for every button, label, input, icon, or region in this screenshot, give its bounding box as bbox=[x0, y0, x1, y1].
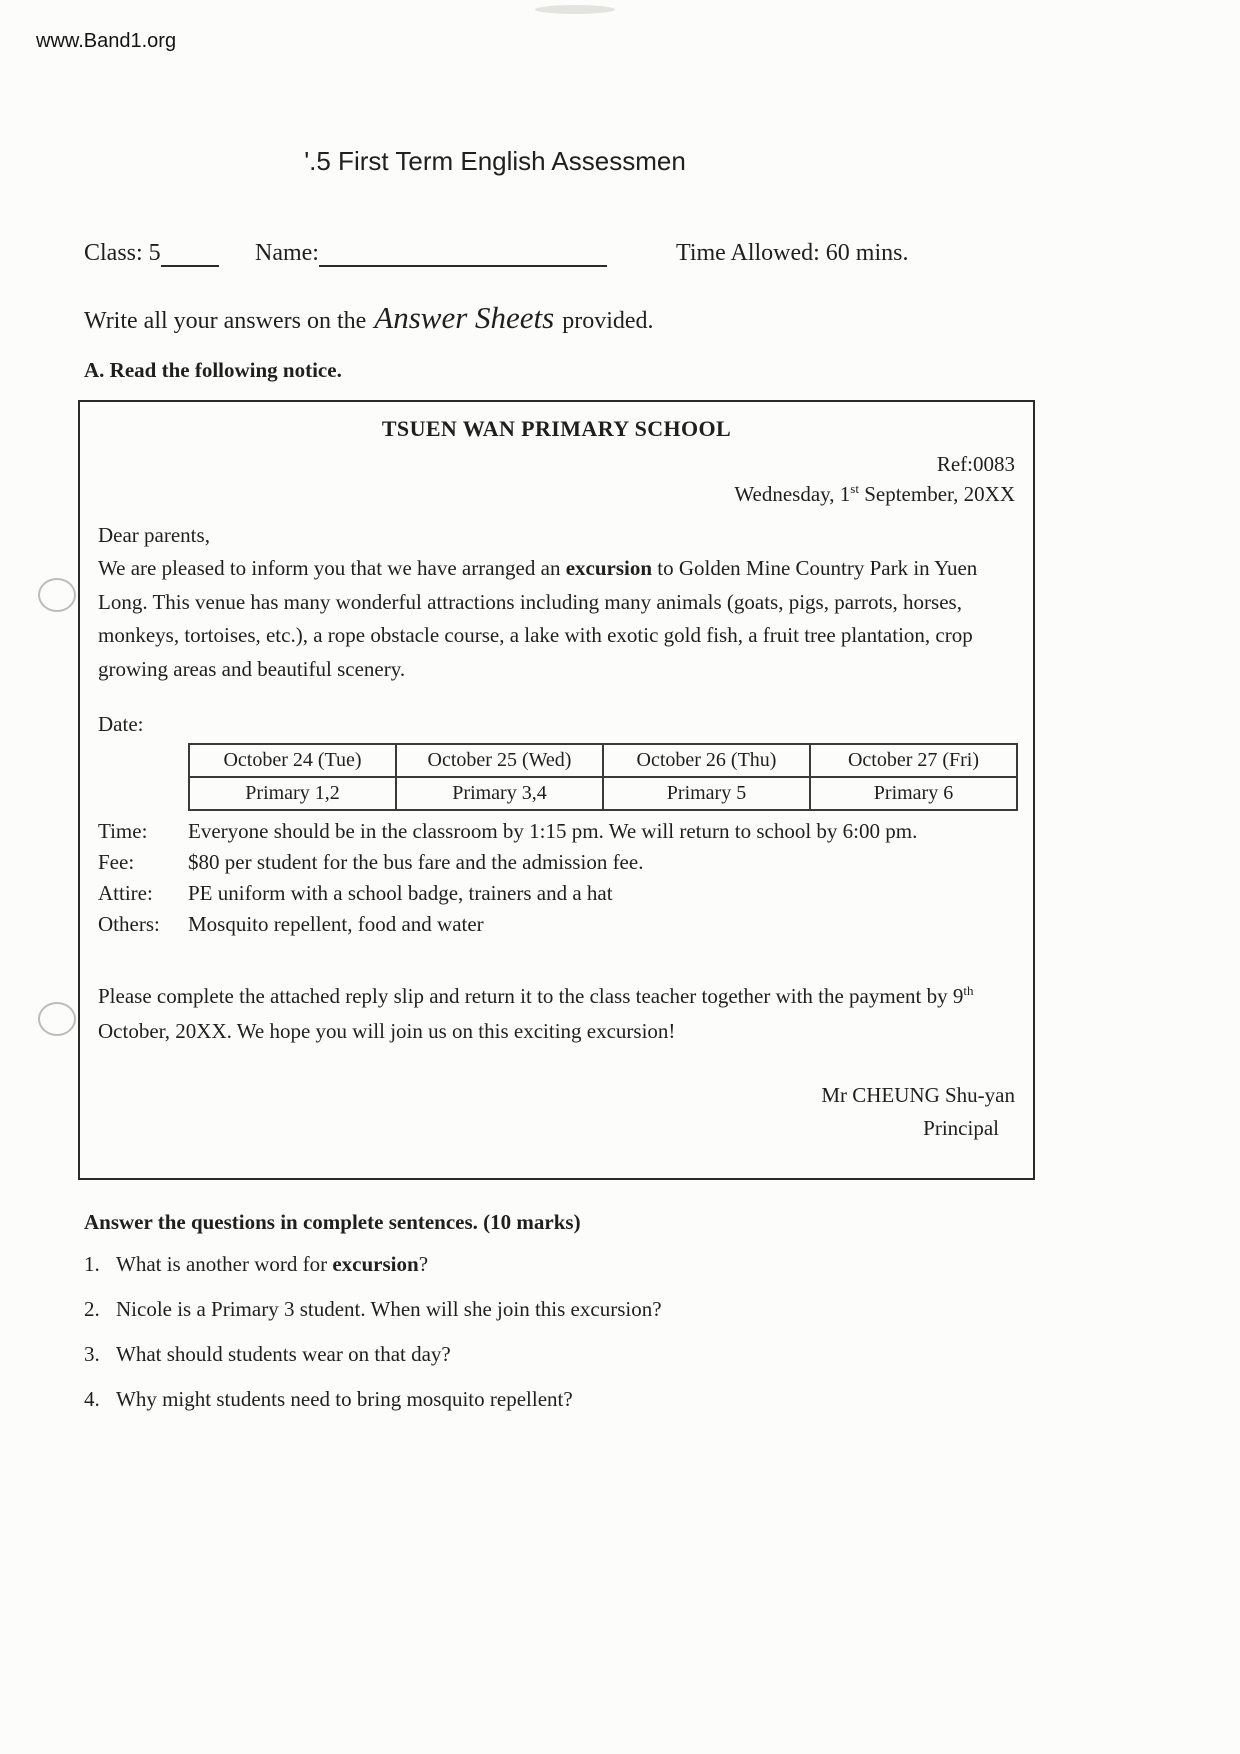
notice-date bbox=[98, 481, 1015, 507]
signature-name: Mr CHEUNG Shu-yan bbox=[821, 1082, 1015, 1107]
time-allowed: Time Allowed: 60 mins. bbox=[676, 240, 909, 266]
table-header-row bbox=[189, 744, 1017, 777]
answer-sheets-emphasis: Answer Sheets bbox=[374, 300, 555, 335]
detail-text: $80 per student for the bus fare and the admission fee. bbox=[188, 850, 644, 875]
detail-row-time bbox=[98, 819, 1015, 844]
class-label: Class: 5 bbox=[84, 240, 161, 266]
section-a-heading: A. Read the following notice. bbox=[84, 358, 342, 382]
notice-body-start: We are pleased to inform you that we have arranged an bbox=[98, 556, 566, 580]
question-text bbox=[116, 1387, 573, 1412]
answer-sheet-instruction bbox=[84, 300, 654, 336]
question-number: 2. bbox=[84, 1297, 100, 1321]
detail-label: Time: bbox=[98, 819, 148, 844]
table-cell: Primary 3,4 bbox=[396, 777, 603, 810]
notice-date-suffix: September, 20XX bbox=[858, 482, 1015, 506]
question-text bbox=[116, 1342, 451, 1367]
closing-paragraph bbox=[98, 979, 1015, 1048]
exam-title: '.5 First Term English Assessmen bbox=[304, 146, 686, 176]
notice-box bbox=[78, 400, 1035, 1180]
name-field bbox=[255, 240, 607, 267]
table-header-cell: October 24 (Tue) bbox=[189, 744, 396, 777]
detail-row-others bbox=[98, 912, 1015, 937]
question-text-pre: Why might students need to bring mosquito repellent? bbox=[116, 1387, 573, 1411]
class-blank-line bbox=[161, 241, 219, 267]
detail-label: Others: bbox=[98, 912, 160, 937]
excursion-date-table bbox=[188, 743, 1018, 811]
date-label: Date: bbox=[98, 712, 144, 737]
name-label: Name: bbox=[255, 240, 319, 266]
question-1 bbox=[84, 1252, 1044, 1277]
hole-punch-mark bbox=[38, 1002, 76, 1036]
notice-body-paragraph bbox=[98, 552, 1015, 686]
school-name: TSUEN WAN PRIMARY SCHOOL bbox=[381, 416, 732, 441]
question-text-bold: excursion bbox=[332, 1252, 419, 1276]
table-cell: Primary 6 bbox=[810, 777, 1017, 810]
scan-smudge-artifact bbox=[535, 5, 615, 14]
ref-number: Ref:0083 bbox=[936, 452, 1015, 476]
instruction-suffix: provided. bbox=[556, 308, 654, 334]
detail-text: Everyone should be in the classroom by 1:15 pm. We will return to school by 6:00 pm. bbox=[188, 819, 918, 844]
questions-list bbox=[84, 1252, 1044, 1432]
question-text bbox=[116, 1252, 428, 1277]
detail-label: Attire: bbox=[98, 881, 153, 906]
salutation: Dear parents, bbox=[98, 523, 210, 547]
name-blank-line bbox=[319, 241, 607, 267]
question-text-pre: What should students wear on that day? bbox=[116, 1342, 451, 1366]
signature-title: Principal bbox=[923, 1115, 999, 1140]
detail-row-attire bbox=[98, 881, 1015, 906]
detail-row-fee bbox=[98, 850, 1015, 875]
excursion-details bbox=[98, 819, 1015, 937]
instruction-prefix: Write all your answers on the bbox=[84, 308, 373, 334]
table-cell: Primary 1,2 bbox=[189, 777, 396, 810]
question-number: 1. bbox=[84, 1252, 100, 1276]
closing-superscript: th bbox=[963, 983, 974, 999]
question-number: 4. bbox=[84, 1387, 100, 1411]
question-2 bbox=[84, 1297, 1044, 1322]
hole-punch-mark bbox=[38, 578, 76, 612]
question-text-pre: Nicole is a Primary 3 student. When will she join this excursion? bbox=[116, 1297, 662, 1321]
table-header-cell: October 25 (Wed) bbox=[396, 744, 603, 777]
question-4 bbox=[84, 1387, 1044, 1412]
class-field bbox=[84, 240, 219, 267]
question-3 bbox=[84, 1342, 1044, 1367]
detail-text: Mosquito repellent, food and water bbox=[188, 912, 484, 937]
website-watermark: www.Band1.org bbox=[36, 30, 177, 52]
question-number: 3. bbox=[84, 1342, 100, 1366]
closing-start: Please complete the attached reply slip and return it to the class teacher together with the payment by 9 bbox=[98, 984, 964, 1009]
question-text-pre: What is another word for bbox=[116, 1252, 333, 1276]
table-cell: Primary 5 bbox=[603, 777, 810, 810]
detail-text: PE uniform with a school badge, trainers and a hat bbox=[188, 881, 613, 906]
question-text-post: ? bbox=[418, 1252, 429, 1276]
excursion-bold-word: excursion bbox=[565, 556, 653, 580]
notice-body-rest: to Golden Mine Country Park in Yuen Long. This venue has many wonderful attractions including many animals (goats, pigs, parrots, horses, monkeys, tortoises, etc.), a rope obstacle course, a lake with exotic gold fish, a fruit tree plantation, crop growing areas and beautiful scenery. bbox=[98, 556, 978, 681]
table-header-cell: October 27 (Fri) bbox=[810, 744, 1017, 777]
question-text bbox=[116, 1297, 662, 1322]
notice-date-prefix: Wednesday, 1 bbox=[734, 482, 851, 506]
questions-heading: Answer the questions in complete sentences. (10 marks) bbox=[84, 1210, 581, 1234]
detail-label: Fee: bbox=[98, 850, 135, 875]
closing-rest: October, 20XX. We hope you will join us on this exciting excursion! bbox=[98, 1019, 676, 1044]
table-data-row bbox=[189, 777, 1017, 810]
table-header-cell: October 26 (Thu) bbox=[603, 744, 810, 777]
notice-date-superscript: st bbox=[850, 481, 859, 496]
